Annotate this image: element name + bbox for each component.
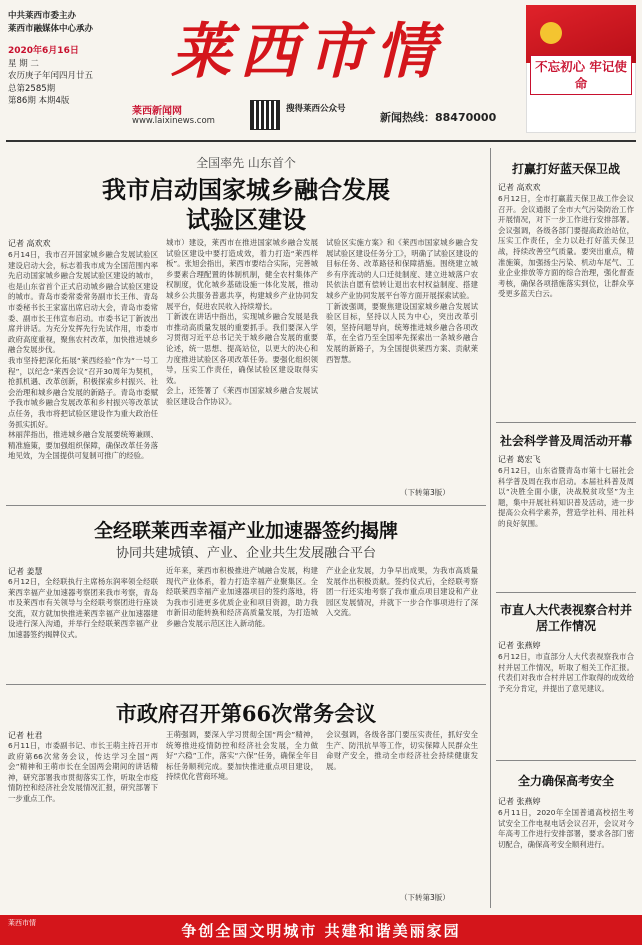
lead-col-2: 城市）建设，莱西市在推进国家城乡融合发展试验区建设中要打造成效，着力打造“莱西样板”。张旭会指出，莱西市要结合实际，完善城乡要素合理配置的体制机制，健全农村集体产权制度，优化城乡基础设施一体化发展，推动城乡公共服务普惠共享，构建城乡产业协同发展平台，促进农民收入持续增长。 丁新波在讲话中指出，实现城乡融合发展是我市推动高质量发展的重要抓手。我们要深入学习贯彻习近平总书记关于城乡融合发展的重要论述，统一思想、提高站位，以更大的决心和力度推进试验区各项改革任务。要强化组织领导，压实工作责任，确保试验区建设取得实效。 会上，还签署了《莱西市国家城乡融合发展试验区建设合作协议》。 [166,238,318,406]
sidebar-c-title: 市直人大代表视察合村并居工作情况 [499,603,632,633]
divider [496,592,636,593]
third-continue: （下转第3版） [400,893,450,902]
lead-title-2: 试验区建设 [186,205,306,234]
issue-number: 第86期 本期4版 [8,96,70,106]
sidebar-c-byline: 记者 张燕婷 [498,641,541,650]
third-col-2: 王萌强调，要深入学习贯彻全国“两会”精神，统筹推进疫情防控和经济社会发展，全力做好“六稳”工作，落实“六保”任务，确保全年目标任务顺利完成。要加快推进重点项目建设，持续优化营商环境。 [166,730,318,782]
lead-title: 我市启动国家城乡融合发展 [102,175,390,204]
divider [6,684,486,685]
second-col-3: 产业企业发展，力争早出成果，为我市高质量发展作出积极贡献。签约仪式后，全经联考察团一行还实地考察了我市重点项目建设和产业园区发展情况，并就下一步合作事项进行了深入交流。 [326,566,478,618]
lunar-date: 农历庚子年闰四月廿五 [8,71,94,81]
second-subtitle: 协同共建城镇、产业、企业共生发展融合平台 [115,546,376,561]
site-logo[interactable]: 莱西新闻网 [132,106,182,117]
lead-continue: （下转第3版） [400,488,450,497]
qr-label: 搜得莱西公众号 [286,104,346,114]
sidebar-d-title: 全力确保高考安全 [517,774,614,788]
lead-col-1: 6月14日，我市召开国家城乡融合发展试验区建设启动大会，标志着我市成为全国范围内率先启动国家城乡融合发展试验区建设的城市，也是山东省首个正式启动城乡融合试验区建设的城市。青岛市委常委常务副市长王伟、青岛市委秘书长王家富出席启动大会，青岛市委常委、副市长王伟宣布启动。市委书记丁新波出席并讲话。为充分发挥先行先试作用，市委市政府高度重视，聚焦农村改革，加快推进城乡融合发展步伐。 我市坚持把深化拓展“莱西经验”作为“一号工程”，以纪念“莱西会议”召开30周年为契机，抢抓机遇、改革创新，积极探索乡村振兴、社会治理和城乡融合发展的新路子。青岛市委赋予我市城乡融合发展改革和乡村振兴等改革试点任务，我市将把试验区建设作为重大政治任务抓实抓好。 林丽萍指出，推进城乡融合发展要统筹兼顾、精准施策，要加强组织保障，确保改革任务落地见效，为全国提供可复制可推广的经验。 [8,250,158,461]
header-rule [6,140,636,142]
third-col-1: 6月11日，市委副书记、市长王萌主持召开市政府第66次常务会议，传达学习全国“两会”精神和王萌市长在全国两会期间的讲话精神，研究部署我市贯彻落实工作，听取全市疫情防控和经济社会发展情况汇报，研究部署下一步重点工作。 [8,741,158,803]
footer-slogan: 争创全国文明城市 共建和谐美丽家园 [181,922,461,940]
divider [496,760,636,761]
lead-col-3: 试验区实施方案》和《莱西市国家城乡融合发展试验区建设任务分工》，明确了试验区建设的目标任务、改革路径和保障措施。围绕建立城乡有序流动的人口迁徙制度、建立进城落户农民依法自愿有偿转让退出农村权益制度、搭建城乡产业协同发展平台等方面开展探索试验。 丁新波强调，要聚焦建设国家城乡融合发展试验区目标，坚持以人民为中心，突出改革引领，坚持问题导向，统筹推进城乡融合各项改革，在全省乃至全国率先探索出一条城乡融合发展的新路子，为全国提供莱西方案、贡献莱西智慧。 [326,238,478,364]
sidebar-d-text: 6月11日，2020年全国普通高校招生考试安全工作电视电话会议召开，会议对今年高考工作进行安排部署，要求各部门密切配合，确保高考安全顺利进行。 [498,808,634,849]
second-col-2: 近年来，莱西市积极推进产城融合发展，构建现代产业体系，着力打造幸福产业聚集区。全经联莱西幸福产业加速器项目的签约落地，将为我市引进更多优质企业和项目资源，助力我市新旧动能转换和经济高质量发展，为打造城乡融合发展示范区注入新动能。 [166,566,318,628]
sidebar-d-byline: 记者 张燕婷 [498,797,541,806]
third-col-3: 会议强调，各级各部门要压实责任，抓好安全生产、防汛抗旱等工作，切实保障人民群众生命财产安全，推动全市经济社会持续健康发展。 [326,730,478,771]
site-bar [132,100,522,132]
second-col-1: 6月12日，全经联执行主席杨东润率领全经联莱西幸福产业加速器考察团来我市考察，青岛市及莱西市有关领导与全经联考察团进行座谈交流，双方就加快推进莱西幸福产业加速器建设进行深入沟通，并举行全经联莱西幸福产业加速器签约揭牌仪式。 [8,577,158,639]
org-line: 中共莱西市委主办 [8,11,77,21]
divider [496,422,636,423]
total-issue: 总第2585期 [8,83,56,94]
masthead-info [8,10,126,108]
second-title: 全经联莱西幸福产业加速器签约揭牌 [93,520,398,542]
sidebar-b-title: 社会科学普及周活动开幕 [499,434,632,448]
masthead-title: 莱西市情 [171,17,443,87]
lead-kicker: 全国率先 山东首个 [196,156,296,170]
org-line: 莱西市融媒体中心承办 [8,23,94,34]
third-title: 市政府召开第66次常务会议 [115,701,377,726]
sidebar-b-byline: 记者 葛宏飞 [498,455,541,464]
sidebar-b-text: 6月12日，山东省暨青岛市第十七届社会科学普及周在我市启动。本届社科普及周以“决胜全面小康，决战脱贫攻坚”为主题，集中开展社科知识普及活动，进一步提高公众科学素养，营造学社科、用社科的良好氛围。 [498,466,634,528]
lead-byline: 记者 高欢欢 [8,239,51,248]
sidebar-a-text: 6月12日，全市打赢蓝天保卫战工作会议召开。会议通报了全市大气污染防治工作开展情况，对下一步工作进行安排部署。会议强调，各级各部门要提高政治站位，压实工作责任，全力以赴打好蓝天保卫战，持续改善空气质量。要突出重点，精准施策，加强扬尘污染、机动车尾气、工业企业排放等方面的综合治理，强化督查考核，确保各项措施落实到位，让群众享受更多蓝天白云。 [498,194,634,299]
divider [6,505,486,506]
sidebar-a-byline: 记者 高欢欢 [498,183,541,192]
site-url[interactable]: www.laixinews.com [132,116,215,126]
third-byline: 记者 杜君 [8,731,43,740]
footer-logo: 莱西市情 [8,919,36,927]
sidebar-c-text: 6月12日，市直部分人大代表视察我市合村并居工作情况，听取了相关工作汇报。代表们对我市合村并居工作取得的成效给予充分肯定，并提出了意见建议。 [498,652,634,693]
issue-date: 2020年6月16日 [8,46,79,56]
column-divider [490,148,491,908]
weekday: 星 期 二 [8,58,39,69]
party-slogan: 不忘初心 牢记使命 [530,55,632,95]
sidebar-a-title: 打赢打好蓝天保卫战 [511,162,620,176]
second-byline: 记者 姜慧 [8,567,43,576]
emblem-icon [540,22,562,44]
qr-code-icon[interactable] [250,100,280,130]
hotline: 新闻热线：88470000 [380,111,497,124]
